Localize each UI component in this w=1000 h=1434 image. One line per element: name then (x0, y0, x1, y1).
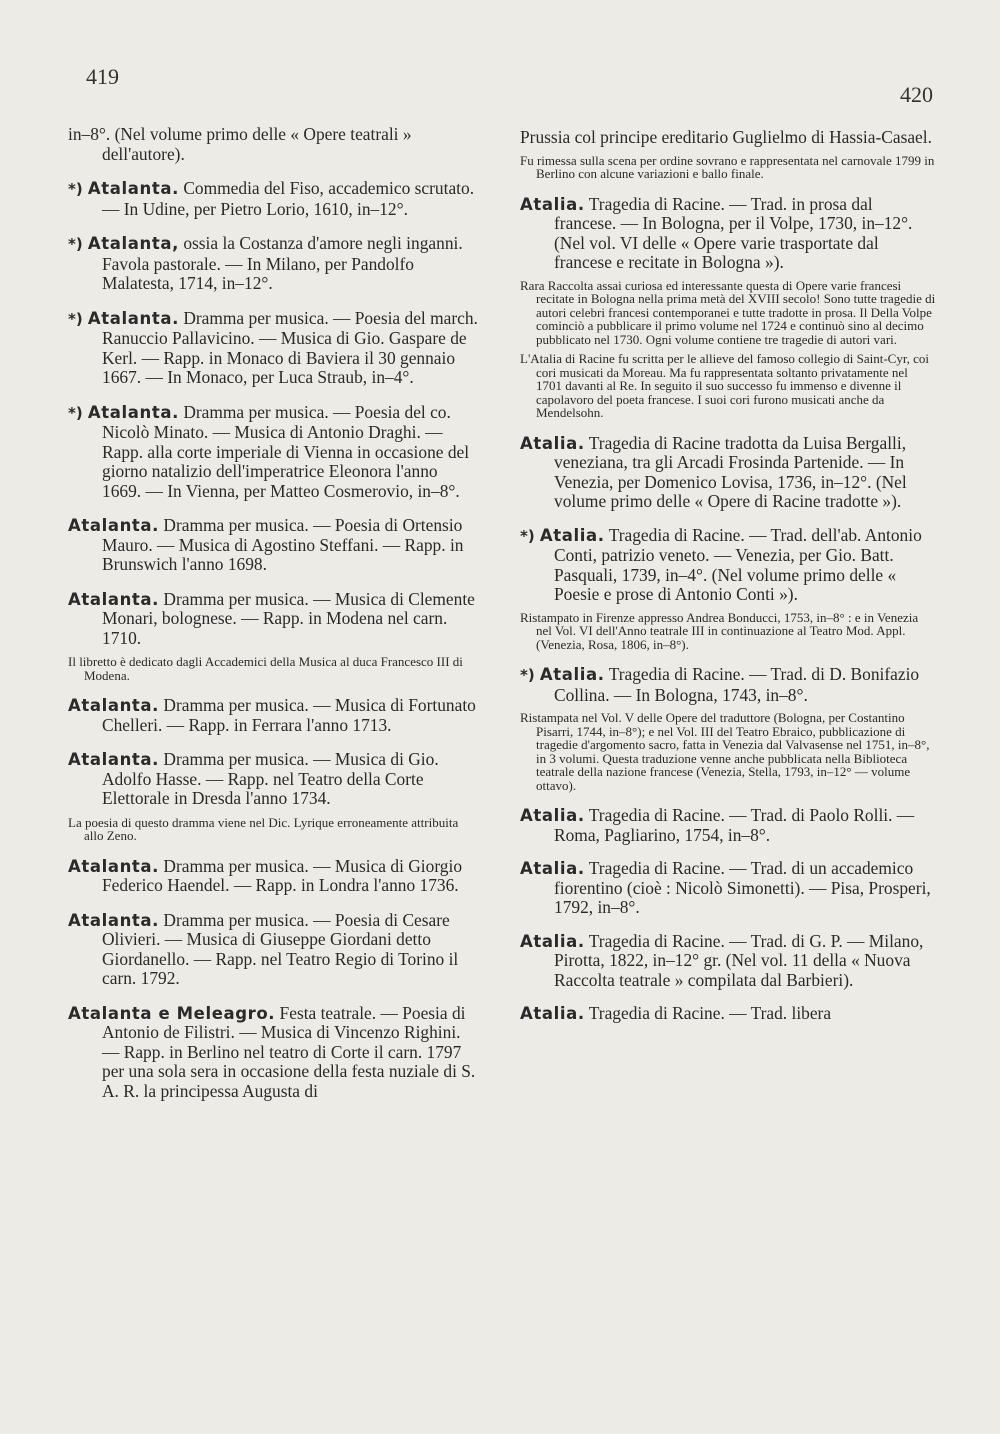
entry (520, 1004, 936, 1024)
footnote: La poesia di questo dramma viene nel Dic. Lyrique erroneamente attribuita allo Zeno. (68, 814, 459, 843)
entry-title: Atalanta. (87, 402, 179, 422)
page-number-right: 420 (900, 82, 933, 107)
entry (520, 526, 936, 605)
entry (520, 932, 936, 991)
entry-title: Atalanta. (68, 696, 160, 715)
left-column (68, 125, 480, 1116)
entry-title: Atalanta. (87, 179, 179, 198)
entry-description: Tragedia di Racine. — Trad. di un accademico fiorentino (cioè : Nicolò Simonetti). — Pisa, Prosperi, 1792, in–8°. (554, 858, 931, 917)
page-number-left: 419 (86, 64, 119, 89)
right-column (520, 128, 936, 1038)
footnote: Ristampato in Firenze appresso Andrea Bonducci, 1753, in–8° : e in Venezia nel Vol. VI dell'Anno teatrale III in continuazione al Teatro Mod. Appl. (Venezia, Rosa, 1806, in–8°). (520, 609, 919, 652)
entry-description: Tragedia di Racine. — Trad. di Paolo Rolli. — Roma, Pagliarino, 1754, in–8°. (554, 805, 915, 845)
asterisk-marker: *) (520, 526, 540, 545)
entry (520, 434, 936, 512)
entry-text (68, 590, 480, 649)
entry-description: Dramma per musica. — Musica di Gio. Adolfo Hasse. — Rapp. nel Teatro della Corte Elettorale in Dresda l'anno 1734. (102, 749, 439, 808)
entry-text (68, 403, 480, 502)
entry-text (520, 128, 936, 148)
entry (520, 806, 936, 845)
asterisk-marker: *) (68, 309, 88, 328)
entry (68, 234, 480, 294)
entry-description: Commedia del Fiso, accademico scrutato. — In Udine, per Pietro Lorio, 1610, in–12°. (102, 178, 475, 219)
entry-description: Tragedia di Racine. — Trad. dell'ab. Antonio Conti, patrizio veneto. — Venezia, per Gio. Batt. Pasquali, 1739, in–4°. (Nel volume primo delle « Poesie e prose di Antonio Conti »). (554, 524, 922, 604)
entry-description: Dramma per musica. — Poesia del co. Nicolò Minato. — Musica di Antonio Draghi. — Rapp. alla corte imperiale di Vienna in occasione del giorno natalizio dell'imperatrice Eleonora l'anno 1669. — In Vienna, per Matteo Cosmerovio, in–8°. (102, 401, 470, 501)
entry-text (68, 179, 480, 219)
entry (68, 750, 480, 809)
asterisk-marker: *) (68, 180, 88, 198)
entry-title: Atalia. (520, 194, 585, 214)
entry-title: Atalanta. (68, 856, 160, 876)
asterisk-marker: *) (68, 403, 88, 422)
footnote: Il libretto è dedicato dagli Accademici della Musica al duca Francesco III di Modena. (68, 654, 463, 683)
entry-text (520, 806, 936, 845)
entry-description: Tragedia di Racine. — Trad. in prosa dal francese. — In Bologna, per il Volpe, 1730, in–12°. (Nel vol. VI delle « Opere varie trasportate dal francese e recitate in Bologna »). (554, 193, 913, 272)
entry-text (520, 665, 936, 705)
entry (68, 179, 480, 219)
entry-text (68, 234, 480, 294)
entry-description: Prussia col principe ereditario Guglielmo di Hassia-Casael. (520, 127, 932, 147)
entry-title: Atalanta. (87, 308, 179, 328)
entry-text (68, 309, 480, 388)
entry-text (68, 696, 480, 735)
entry-title: Atalia. (520, 1004, 585, 1023)
entry-title: Atalanta. (68, 516, 160, 535)
entry-title: Atalia. (520, 433, 585, 453)
entry (68, 516, 480, 575)
entry (520, 128, 936, 148)
entry (68, 857, 480, 896)
entry-title: Atalanta, (87, 234, 179, 253)
entry-text (68, 857, 480, 896)
entry (68, 911, 480, 989)
entry-title: Atalia. (520, 806, 585, 825)
entry-title: Atalia. (520, 859, 585, 878)
asterisk-marker: *) (68, 235, 88, 253)
entry-text (520, 859, 936, 918)
entry-title: Atalia. (539, 665, 605, 684)
entry (68, 1004, 480, 1102)
entry-text (68, 516, 480, 575)
entry-description: Tragedia di Racine tradotta da Luisa Bergalli, veneziana, tra gli Arcadi Frosinda Partenide. — In Venezia, per Domenico Lovisa, 1736, in–12°. (Nel volume primo delle « Opere di Racine tradotte »). (554, 432, 907, 511)
footnote: Fu rimessa sulla scena per ordine sovrano e rappresentata nel carnovale 1799 in Berlino con alcune variazioni e ballo finale. (520, 152, 935, 181)
entry (520, 859, 936, 918)
entry-description: Tragedia di Racine. — Trad. libera (588, 1003, 832, 1023)
entry-title: Atalia. (539, 525, 605, 545)
entry-description: Dramma per musica. — Poesia di Cesare Olivieri. — Musica di Giuseppe Giordani detto Giordanello. — Rapp. nel Teatro Regio di Torino il carn. 1792. (102, 909, 459, 988)
entry-description: ossia la Costanza d'amore negli inganni. Favola pastorale. — In Milano, per Pandolfo Malatesta, 1714, in–12°. (102, 233, 463, 293)
entry-text (68, 1004, 480, 1102)
entry-title: Atalanta. (68, 750, 160, 769)
footnote: L'Atalia di Racine fu scritta per le allieve del famoso collegio di Saint-Cyr, coi cori musicati da Moreau. Ma fu rappresentata soltanto privatamente nel 1701 davanti al Re. In seguito il suo successo fu immenso e divenne il capolavoro del poeta francese. I suoi cori furono musicati anche da Mendelsohn. (520, 351, 930, 420)
entry (68, 590, 480, 649)
asterisk-marker: *) (520, 666, 540, 684)
entry-text (68, 911, 480, 989)
entry-description: in–8°. (Nel volume primo delle « Opere teatrali » dell'autore). (68, 124, 412, 164)
entry (68, 403, 480, 502)
entry-description: Tragedia di Racine. — Trad. di D. Bonifazio Collina. — In Bologna, 1743, in–8°. (554, 664, 920, 705)
entry (68, 309, 480, 388)
entry-text (520, 526, 936, 605)
entry-title: Atalanta. (68, 910, 160, 930)
entry-description: Dramma per musica. — Musica di Giorgio Federico Haendel. — Rapp. in Londra l'anno 1736. (102, 855, 463, 895)
footnote: Ristampata nel Vol. V delle Opere del traduttore (Bologna, per Costantino Pisarri, 1744, in–8°); e nel Vol. III del Teatro Ebraico, pubblicazione di tragedie d'argomento sacro, fatta in Venezia dal Valvasense nel 1751, in–8°, in 3 volumi. Questa traduzione venne anche pubblicata nella Biblioteca teatrale della nazione francese (Venezia, Stella, 1793, in–12° — volume ottavo). (520, 710, 930, 793)
entry-text (520, 932, 936, 991)
entry-description: Dramma per musica. — Musica di Fortunato Chelleri. — Rapp. in Ferrara l'anno 1713. (102, 695, 476, 735)
entry-description: Festa teatrale. — Poesia di Antonio de Filistri. — Musica di Vincenzo Righini. — Rapp. in Berlino nel teatro di Corte il carn. 1797 per una sola sera in occasione della festa nuziale di S. A. R. la principessa Augusta di (102, 1002, 476, 1101)
entry-text (68, 750, 480, 809)
entry-description: Dramma per musica. — Musica di Clemente Monari, bolognese. — Rapp. in Modena nel carn. 1710. (102, 588, 475, 648)
entry-description: Tragedia di Racine. — Trad. di G. P. — Milano, Pirotta, 1822, in–12° gr. (Nel vol. 11 della « Nuova Raccolta teatrale » compilata dal Barbieri). (554, 930, 924, 990)
entry (68, 696, 480, 735)
footnote: Rara Raccolta assai curiosa ed interessante questa di Opere varie francesi recitate in Bologna nella prima metà del XVIII secolo! Sono tutte tragedie di autori celebri francesi contemporanei e tutte tradotte in prosa. Il Della Volpe cominciò a pubblicare il primo volume nel 1724 e continuò sino al decimo pubblicato nel 1730. Ogni volume contiene tre tragedie di autori vari. (520, 277, 936, 347)
entry (520, 665, 936, 705)
entry-description: Dramma per musica. — Poesia di Ortensio Mauro. — Musica di Agostino Steffani. — Rapp. in Brunswich l'anno 1698. (102, 515, 464, 574)
entry-title: Atalanta e Meleagro. (68, 1003, 276, 1023)
entry-text (68, 125, 480, 164)
entry-title: Atalanta. (68, 589, 160, 609)
entry (520, 195, 936, 273)
entry-text (520, 434, 936, 512)
entry-text (520, 195, 936, 273)
entry (68, 125, 480, 164)
entry-text (520, 1004, 936, 1024)
entry-title: Atalia. (520, 931, 585, 951)
entry-description: Dramma per musica. — Poesia del march. Ranuccio Pallavicino. — Musica di Gio. Gaspare de Kerl. — Rapp. in Monaco di Baviera il 30 gennaio 1667. — In Monaco, per Luca Straub, in–4°. (102, 307, 478, 387)
